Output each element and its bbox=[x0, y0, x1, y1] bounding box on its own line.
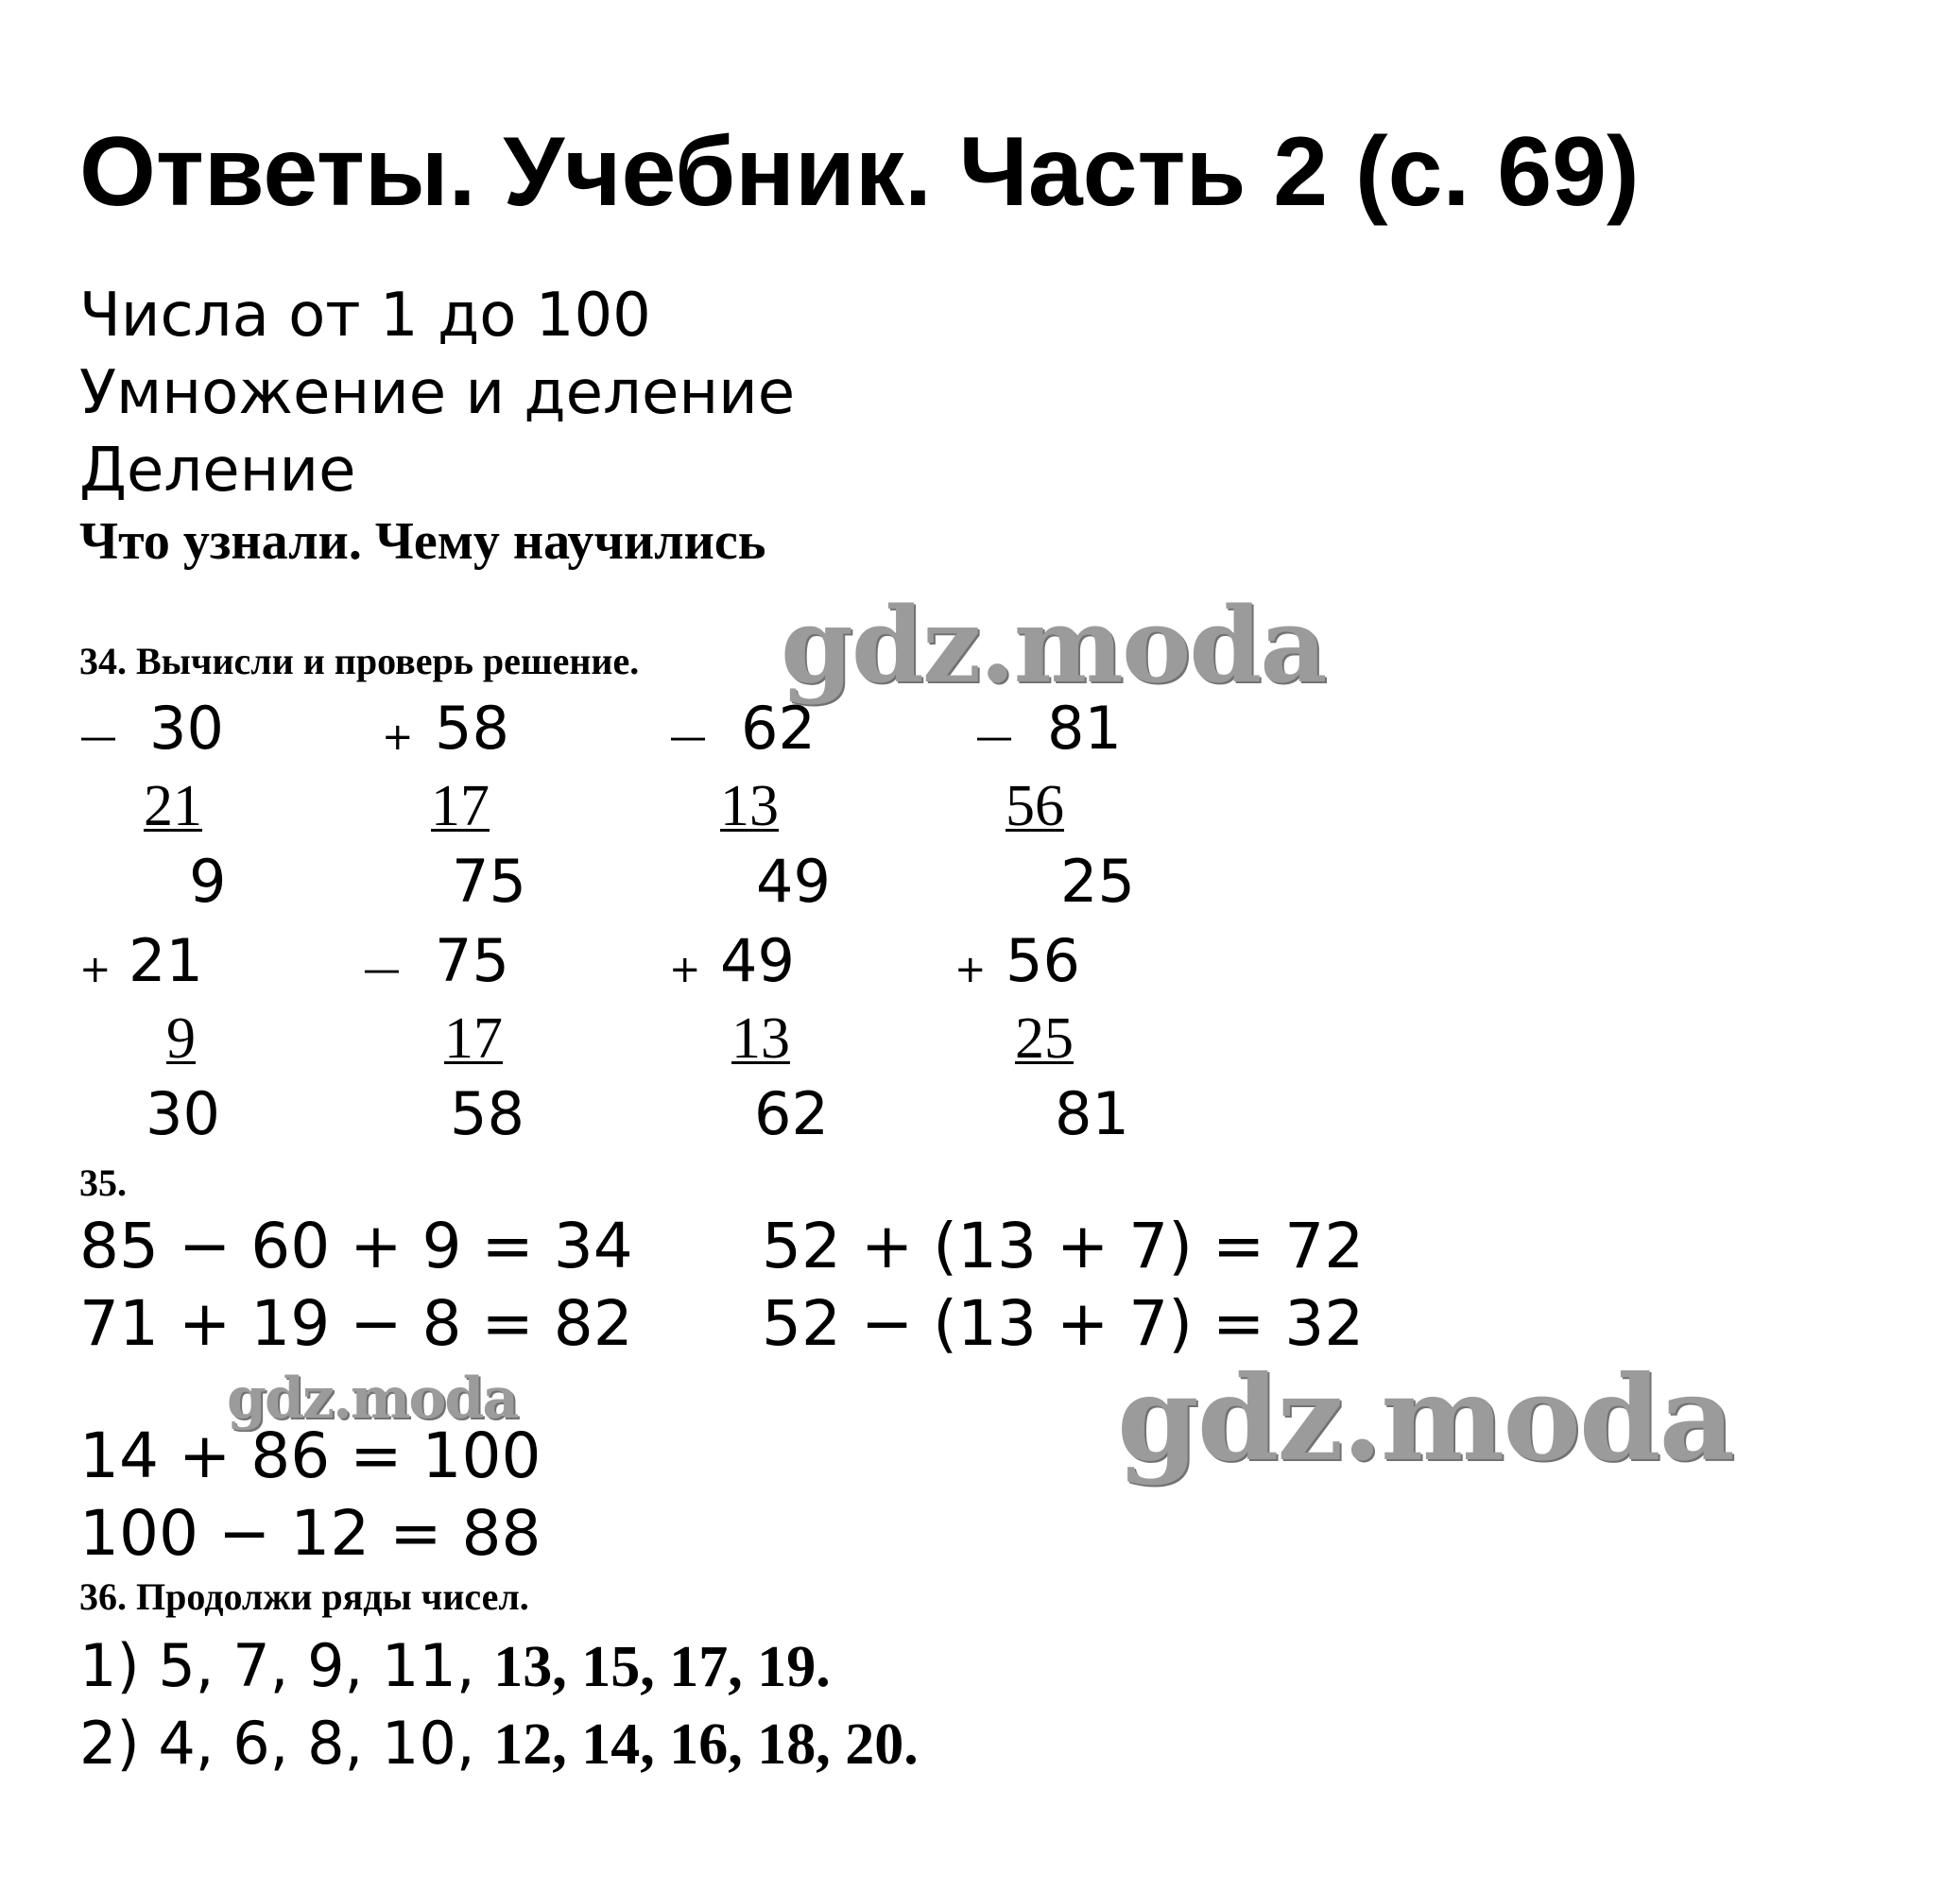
sequence-given: 1) 5, 7, 9, 11, bbox=[79, 1631, 494, 1700]
page-title: Ответы. Учебник. Часть 2 (с. 69) bbox=[79, 117, 1640, 227]
task-36-label: 36. Продолжи ряды чисел. bbox=[79, 1575, 529, 1618]
section-line-1: Числа от 1 до 100 bbox=[79, 281, 651, 351]
result: 25 bbox=[1060, 847, 1135, 916]
operator-sign: + bbox=[79, 948, 112, 991]
minuend: 75 bbox=[435, 926, 509, 995]
addend: 56 bbox=[1006, 926, 1080, 995]
sequence-answer: 12, 14, 16, 18, 20. bbox=[493, 1712, 919, 1777]
expression: 52 + (13 + 7) = 72 bbox=[762, 1210, 1365, 1282]
subtrahend: 13 bbox=[720, 774, 779, 838]
sequence-answer: 13, 15, 17, 19. bbox=[493, 1635, 831, 1699]
subtrahend: 17 bbox=[444, 1006, 503, 1071]
section-heading: Что узнали. Чему научились bbox=[79, 512, 766, 571]
addend: 21 bbox=[129, 926, 203, 995]
sequence-row-2 bbox=[79, 1709, 919, 1778]
addend: 58 bbox=[435, 694, 509, 763]
sequence-given: 2) 4, 6, 8, 10, bbox=[79, 1709, 494, 1778]
expression: 52 − (13 + 7) = 32 bbox=[762, 1287, 1365, 1360]
result: 49 bbox=[756, 847, 831, 916]
operator-sign: — bbox=[975, 715, 1013, 759]
operator-sign: + bbox=[669, 948, 701, 991]
minuend: 81 bbox=[1047, 694, 1122, 763]
expression: 71 + 19 − 8 = 82 bbox=[79, 1287, 633, 1360]
minuend: 62 bbox=[741, 694, 816, 763]
expression: 100 − 12 = 88 bbox=[79, 1497, 542, 1570]
minuend: 30 bbox=[149, 694, 224, 763]
addend: 9 bbox=[166, 1006, 196, 1071]
result: 58 bbox=[450, 1079, 524, 1148]
watermark: gdz.moda bbox=[1117, 1350, 1733, 1488]
result: 30 bbox=[146, 1079, 220, 1148]
result: 9 bbox=[189, 847, 227, 916]
addend: 25 bbox=[1015, 1006, 1074, 1071]
expression: 14 + 86 = 100 bbox=[79, 1419, 542, 1492]
result: 62 bbox=[754, 1079, 829, 1148]
addend: 17 bbox=[431, 774, 490, 838]
result: 75 bbox=[452, 847, 526, 916]
expression: 85 − 60 + 9 = 34 bbox=[79, 1210, 633, 1282]
sequence-row-1 bbox=[79, 1631, 831, 1700]
result: 81 bbox=[1055, 1079, 1129, 1148]
operator-sign: + bbox=[382, 715, 414, 759]
watermark: gdz.moda bbox=[781, 584, 1326, 706]
task-35-label: 35. bbox=[79, 1161, 127, 1204]
addend: 13 bbox=[731, 1006, 790, 1071]
operator-sign: — bbox=[669, 715, 707, 759]
operator-sign: — bbox=[79, 715, 117, 759]
section-line-2: Умножение и деление bbox=[79, 358, 796, 428]
task-34-label: 34. Вычисли и проверь решение. bbox=[79, 640, 640, 682]
section-line-3: Деление bbox=[79, 436, 356, 506]
subtrahend: 56 bbox=[1006, 774, 1064, 838]
addend: 49 bbox=[720, 926, 795, 995]
operator-sign: — bbox=[363, 948, 401, 991]
watermark: gdz.moda bbox=[227, 1366, 518, 1432]
subtrahend: 21 bbox=[144, 774, 202, 838]
operator-sign: + bbox=[954, 948, 987, 991]
